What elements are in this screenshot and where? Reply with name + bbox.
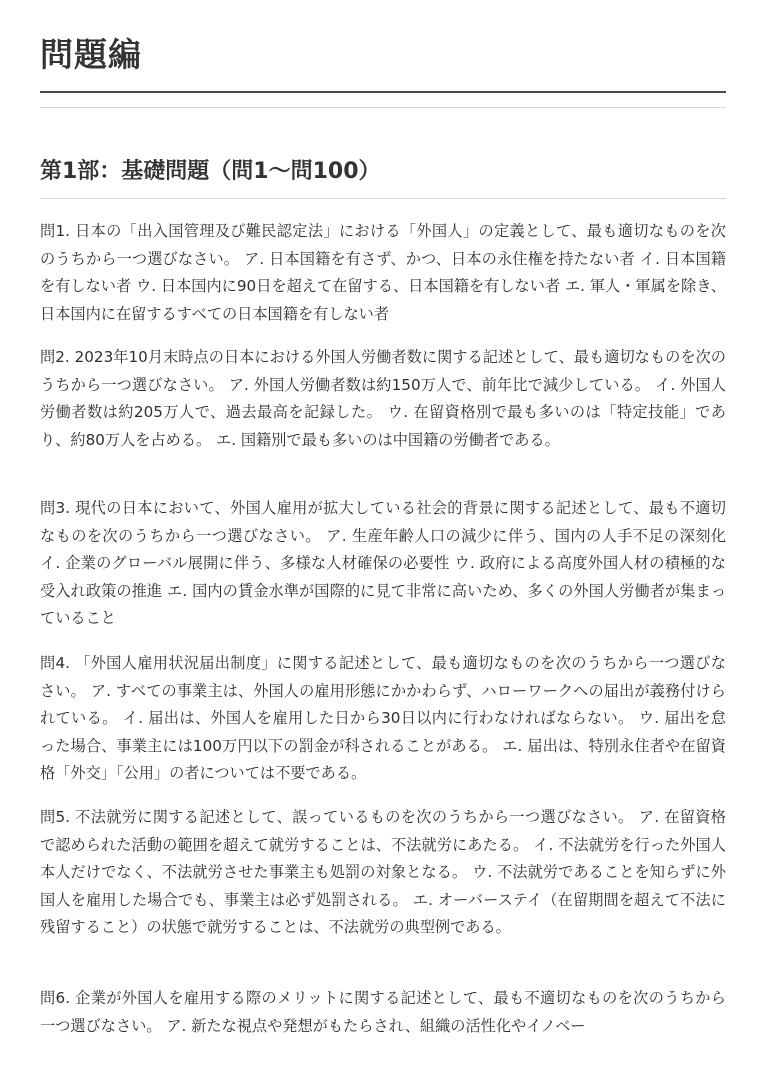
question-5: 問5. 不法就労に関する記述として、誤っているものを次のうちから一つ選びなさい。 ア. 在留資格で認められた活動の範囲を超えて就労することは、不法就労にあたる。 イ. 不法就労を行った外国人本人だけでなく、不法就労させた事業主も処罰の対象となる。 ウ. 不法就労であることを知らずに外国人を雇用した場合でも、事業主は必ず処罰される。 エ. オーバーステイ（在留期間を超えて不法に残留すること）の状態で就労することは、不法就労の典型例である。 (40, 808, 726, 937)
section-title: 第1部：基礎問題（問1〜問100） (40, 159, 381, 184)
title-divider (40, 91, 726, 93)
section-divider (40, 198, 726, 199)
question-6: 問6. 企業が外国人を雇用する際のメリットに関する記述として、最も不適切なものを次のうちから一つ選びなさい。 ア. 新たな視点や発想がもたらされ、組織の活性化やイノベー (40, 989, 726, 1035)
page-title: 問題編 (40, 35, 142, 74)
question-1: 問1. 日本の「出入国管理及び難民認定法」における「外国人」の定義として、最も適切なものを次のうちから一つ選びなさい。 ア. 日本国籍を有さず、かつ、日本の永住権を持たない者 イ. 日本国籍を有しない者 ウ. 日本国内に90日を超えて在留する、日本国籍を有しない者 エ. 軍人・軍属を除き、日本国内に在留するすべての日本国籍を有しない者 (40, 222, 726, 323)
question-3: 問3. 現代の日本において、外国人雇用が拡大している社会的背景に関する記述として、最も不適切なものを次のうちから一つ選びなさい。 ア. 生産年齢人口の減少に伴う、国内の人手不足の深刻化 イ. 企業のグローバル展開に伴う、多様な人材確保の必要性 ウ. 政府による高度外国人材の積極的な受入れ政策の推進 エ. 国内の賃金水準が国際的に見て非常に高いため、多くの外国人労働者が集まっていること (40, 499, 727, 628)
title-divider-light (40, 107, 726, 108)
question-2: 問2. 2023年10月末時点の日本における外国人労働者数に関する記述として、最も適切なものを次のうちから一つ選びなさい。 ア. 外国人労働者数は約150万人で、前年比で減少している。 イ. 外国人労働者数は約205万人で、過去最高を記録した。 ウ. 在留資格別で最も多いのは「特定技能」であり、約80万人を占める。 エ. 国籍別で最も多いのは中国籍の労働者である。 (40, 348, 726, 449)
question-4: 問4. 「外国人雇用状況届出制度」に関する記述として、最も適切なものを次のうちから一つ選びなさい。 ア. すべての事業主は、外国人の雇用形態にかかわらず、ハローワークへの届出が義務付けられている。 イ. 届出は、外国人を雇用した日から30日以内に行わなければならない。 ウ. 届出を怠った場合、事業主には100万円以下の罰金が科されることがある。 エ. 届出は、特別永住者や在留資格「外交」「公用」の者については不要である。 (40, 654, 726, 783)
